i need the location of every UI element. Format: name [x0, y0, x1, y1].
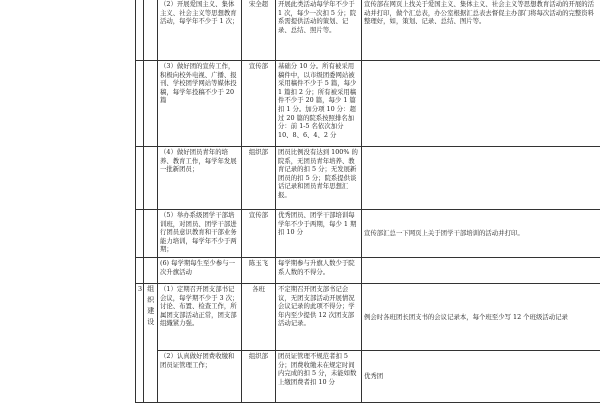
task-cell: （5）举办系级团学干部培训班，对团员、团学干部进行团员意识教育和干部业务能力培训，每学年不少于两期； [158, 210, 242, 258]
evidence-cell [362, 61, 600, 147]
task-cell: （1）定期召开团支部书记会议，每学期不少于 3 次；讨论、布置、检查工作，所属团支部活动正常，团支部组織紧力强。 [158, 284, 242, 351]
table-row [136, 210, 600, 258]
evidence-cell: 宣传部汇总一下网页上关于团学干部培训的活动并打印。 [362, 210, 600, 258]
task-cell: （2）开展爱国主义、集体主义、社会主义等思想教育活动，每学年不少于 1 次； [158, 0, 242, 61]
responsible-cell: 宋全超 [242, 0, 276, 61]
responsible-cell: 陈玉飞 [242, 258, 276, 284]
task-cell: （2）认真做好团费收缴和团员证管理工作； [158, 351, 242, 403]
category-cell [144, 61, 158, 147]
evidence-cell [362, 258, 600, 284]
scoring-method-cell: 开展此类活动每学年不少于 1 次，每少一次扣 5 分；院系需提供活动的策划、记录、总结、照片等。 [276, 0, 362, 61]
responsible-cell: 宣传部 [242, 210, 276, 258]
table-row [136, 61, 600, 147]
row-number-cell [136, 0, 144, 61]
evidence-cell: 优秀团 [362, 351, 600, 403]
category-label: 组织建设 [146, 285, 155, 329]
scoring-method-cell: 团员证管理不规范者扣 5 分；团费收缴未在规定时间内完成的扣 5 分，未能如数上缴团费者扣 10 分 [276, 351, 362, 403]
evidence-cell [362, 147, 600, 210]
table-row [136, 351, 600, 403]
scoring-method-cell: 团员比例没有达到 100% 的院系，无团员青年培养、教育记录的扣 5 分；无发展新团员的扣 5 分；院系提供谈话记录和团员青年思想汇报。 [276, 147, 362, 210]
category-cell [144, 210, 158, 258]
row-number-cell [136, 61, 144, 147]
category-label-cell [144, 284, 158, 403]
category-cell [144, 0, 158, 61]
category-cell [144, 258, 158, 284]
table-row [136, 284, 600, 351]
responsible-cell: 宣传部 [242, 61, 276, 147]
row-number-cell [136, 258, 144, 284]
task-cell: （3）做好团的宣传工作，积极向校外电视、广播、报刊、学校团学网站等媒体投稿，每学年投稿不少于 20 篇 [158, 61, 242, 147]
scoring-method-cell: 优秀团员、团学干部培训每学年不少于两期，每少 1 期扣 10 分 [276, 210, 362, 258]
evidence-cell: 宣传部在网页上找关于爱国主义、集体主义、社会主义等思想教育活动的开展的活动并打印，做个汇总表，办公室根据汇总表去督促主办部门将每次活动的完整资料整理好，如，策划、记录、总结、图片等。 [362, 0, 600, 61]
table-row [136, 0, 600, 61]
task-cell: (6) 每学期每生至少参与一次升旗活动 [158, 258, 242, 284]
table-row [136, 258, 600, 284]
category-cell [144, 147, 158, 210]
evidence-cell: 例会时各班团长团支书的会议记录本，每个班至少写 12 个班级活动记录 [362, 284, 600, 351]
row-number-cell [136, 210, 144, 258]
task-cell: （4）做好团员青年的培养、教育工作，每学年发展一批新团员； [158, 147, 242, 210]
responsible-cell: 组织部 [242, 147, 276, 210]
table-row [136, 147, 600, 210]
evaluation-table [135, 0, 600, 403]
responsible-cell: 各班 [242, 284, 276, 351]
responsible-cell: 组织部 [242, 351, 276, 403]
item-number: 3 [136, 284, 144, 403]
scoring-method-cell: 每学期参与升旗人数少于院系人数的不得分。 [276, 258, 362, 284]
scoring-method-cell: 基础分 10 分。所有被采用稿件中，以市级团委网站被采用稿件不少于 5 篇，每少 1 篇扣 2 分；所有被采用稿件不少于 20 篇，每少 1 篇扣 1 分。加分项 10 分：超过 20 篇的院系按照排名加分：前 1-5 名依次加分 10、8、6、4、2 分 [276, 61, 362, 147]
scoring-method-cell: 不定期召开团支部书记会议，无团支部活动开展情况会议记录的此项不得分；学年内至少提供 12 次团支部活动记录。 [276, 284, 362, 351]
row-number-cell [136, 147, 144, 210]
